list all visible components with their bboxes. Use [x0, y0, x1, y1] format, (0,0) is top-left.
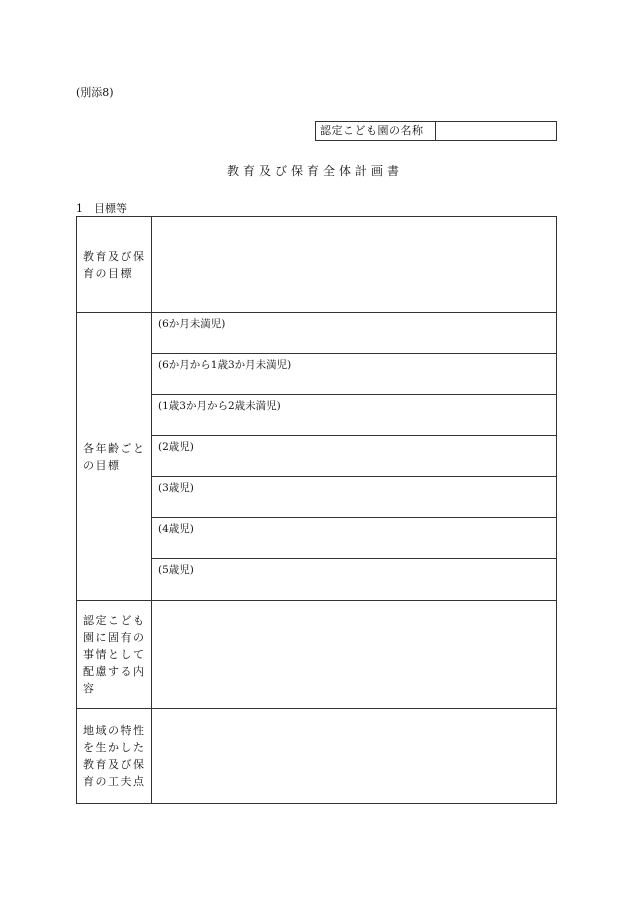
row-label-education-goals: 教育及び保育の目標	[77, 217, 152, 312]
regional-features-field[interactable]	[152, 709, 556, 803]
row-label-regional-features: 地域の特性を生かした教育及び保育の工夫点	[77, 709, 152, 803]
age-goal-row[interactable]: (6か月未満児)	[152, 313, 556, 354]
age-goal-row[interactable]: (4歳児)	[152, 518, 556, 559]
document-title: 教育及び保育全体計画書	[226, 164, 403, 178]
goals-table	[76, 216, 557, 804]
age-goal-row[interactable]: (6か月から1歳3か月未満児)	[152, 354, 556, 395]
age-goals-block	[152, 313, 556, 600]
age-goal-row[interactable]: (3歳児)	[152, 477, 556, 518]
facility-name-field[interactable]	[436, 122, 556, 140]
facility-name-label: 認定こども園の名称	[316, 122, 436, 140]
education-goals-field[interactable]	[152, 217, 556, 312]
row-label-age-goals: 各年齢ごとの目標	[77, 313, 152, 600]
row-age-goals	[77, 313, 556, 601]
row-regional-features	[77, 709, 556, 803]
row-unique-circumstances	[77, 601, 556, 709]
unique-circumstances-field[interactable]	[152, 601, 556, 708]
age-goal-row[interactable]: (5歳児)	[158, 564, 194, 576]
row-label-unique-circumstances: 認定こども園に固有の事情として配慮する内容	[77, 601, 152, 708]
age-goal-row[interactable]: (2歳児)	[152, 436, 556, 477]
age-goal-row[interactable]: (1歳3か月から2歳未満児)	[152, 395, 556, 436]
attachment-label: (別添8)	[76, 86, 114, 99]
facility-name-box	[315, 121, 557, 141]
row-education-goals	[77, 217, 556, 313]
section-heading: 1 目標等	[76, 202, 127, 215]
